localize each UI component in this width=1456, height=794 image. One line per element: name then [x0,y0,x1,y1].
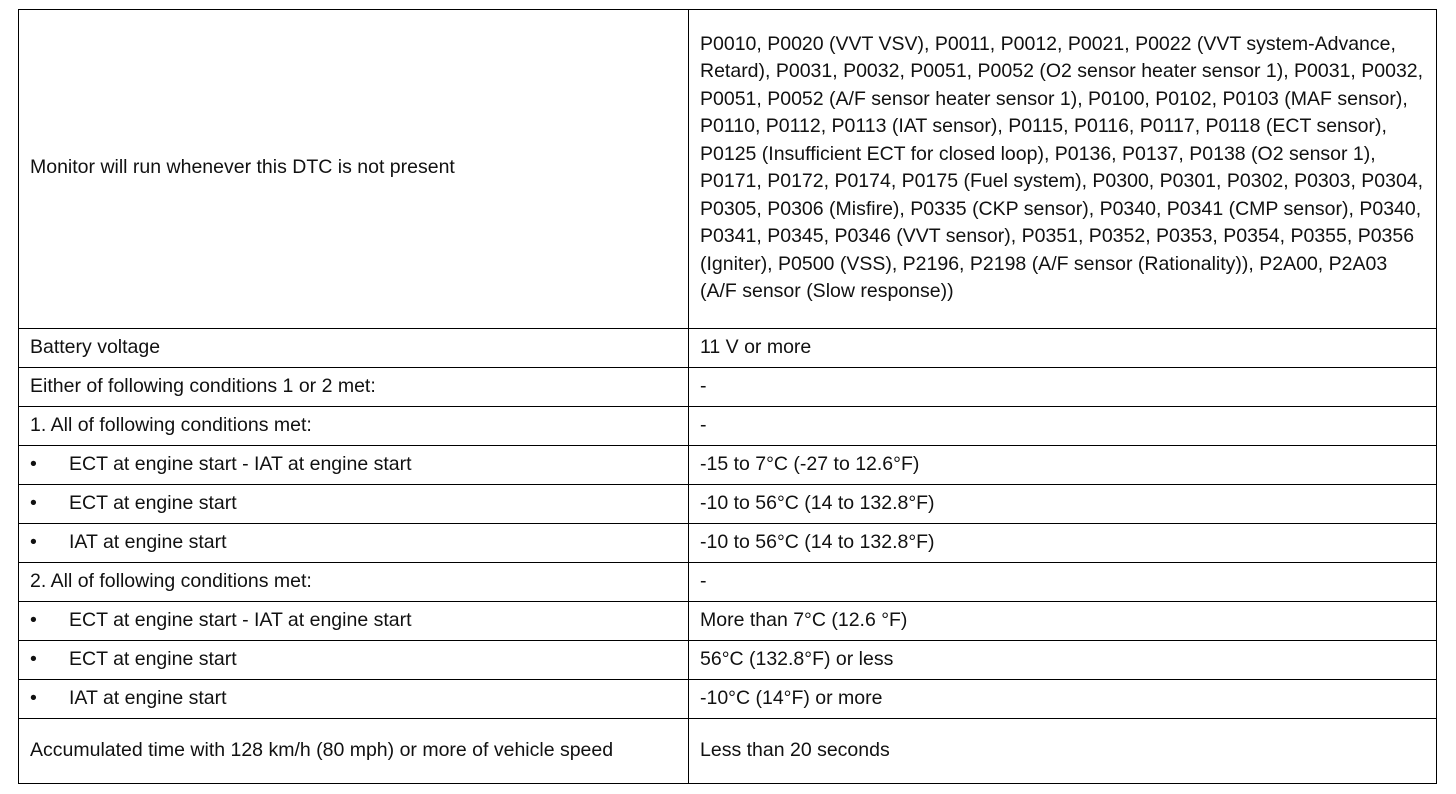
condition-label: IAT at engine start [69,531,227,554]
condition-label: IAT at engine start [69,687,227,710]
bullet-icon: • [30,648,37,671]
condition-label: Either of following conditions 1 or 2 met: [19,368,689,407]
bullet-icon: • [30,531,37,554]
condition-value: -15 to 7°C (-27 to 12.6°F) [689,446,1437,485]
condition-label-cell [19,446,689,485]
condition-value: -10 to 56°C (14 to 132.8°F) [689,485,1437,524]
bullet-icon: • [30,453,37,476]
bullet-item [30,451,677,479]
bullet-item [30,529,677,557]
condition-value: Less than 20 seconds [689,719,1437,784]
condition-value: P0010, P0020 (VVT VSV), P0011, P0012, P0021, P0022 (VVT system-Advance, Retard), P0031, P0032, P0051, P0052 (O2 sensor heater sensor 1), P0031, P0032, P0051, P0052 (A/F sensor heater sensor 1), P0100, P0102, P0103 (MAF sensor), P0110, P0112, P0113 (IAT sensor), P0115, P0116, P0117, P0118 (ECT sensor), P0125 (Insufficient ECT for closed loop), P0136, P0137, P0138 (O2 sensor 1), P0171, P0172, P0174, P0175 (Fuel system), P0300, P0301, P0302, P0303, P0304, P0305, P0306 (Misfire), P0335 (CKP sensor), P0340, P0341 (CMP sensor), P0340, P0341, P0345, P0346 (VVT sensor), P0351, P0352, P0353, P0354, P0355, P0356 (Igniter), P0500 (VSS), P2196, P2198 (A/F sensor (Rationality)), P2A00, P2A03 (A/F sensor (Slow response)) [689,10,1437,329]
table-row [19,641,1437,680]
condition-label-cell [19,602,689,641]
condition-label-cell [19,524,689,563]
table-row [19,563,1437,602]
condition-label: ECT at engine start [69,492,237,515]
condition-label: Monitor will run whenever this DTC is not present [19,10,689,329]
bullet-item [30,490,677,518]
condition-value: More than 7°C (12.6 °F) [689,602,1437,641]
condition-label: 2. All of following conditions met: [19,563,689,602]
table-row [19,368,1437,407]
bullet-item [30,646,677,674]
condition-label: ECT at engine start [69,648,237,671]
condition-value: - [689,368,1437,407]
table-row [19,485,1437,524]
condition-label: 1. All of following conditions met: [19,407,689,446]
condition-label: Battery voltage [19,329,689,368]
condition-label-cell [19,680,689,719]
condition-value: -10 to 56°C (14 to 132.8°F) [689,524,1437,563]
table-row [19,10,1437,329]
bullet-icon: • [30,492,37,515]
table-row [19,680,1437,719]
condition-value: 11 V or more [689,329,1437,368]
condition-label: ECT at engine start - IAT at engine start [69,453,412,476]
condition-label-cell [19,485,689,524]
monitor-conditions-table [18,9,1437,784]
table-row [19,602,1437,641]
condition-label-cell [19,641,689,680]
table-row [19,524,1437,563]
bullet-icon: • [30,687,37,710]
table-row [19,407,1437,446]
condition-value: - [689,563,1437,602]
table-row [19,446,1437,485]
table-row [19,719,1437,784]
condition-value: 56°C (132.8°F) or less [689,641,1437,680]
bullet-item [30,685,677,713]
condition-label: Accumulated time with 128 km/h (80 mph) or more of vehicle speed [19,719,689,784]
table-row [19,329,1437,368]
bullet-item [30,607,677,635]
condition-value: -10°C (14°F) or more [689,680,1437,719]
bullet-icon: • [30,609,37,632]
condition-label: ECT at engine start - IAT at engine start [69,609,412,632]
condition-value: - [689,407,1437,446]
